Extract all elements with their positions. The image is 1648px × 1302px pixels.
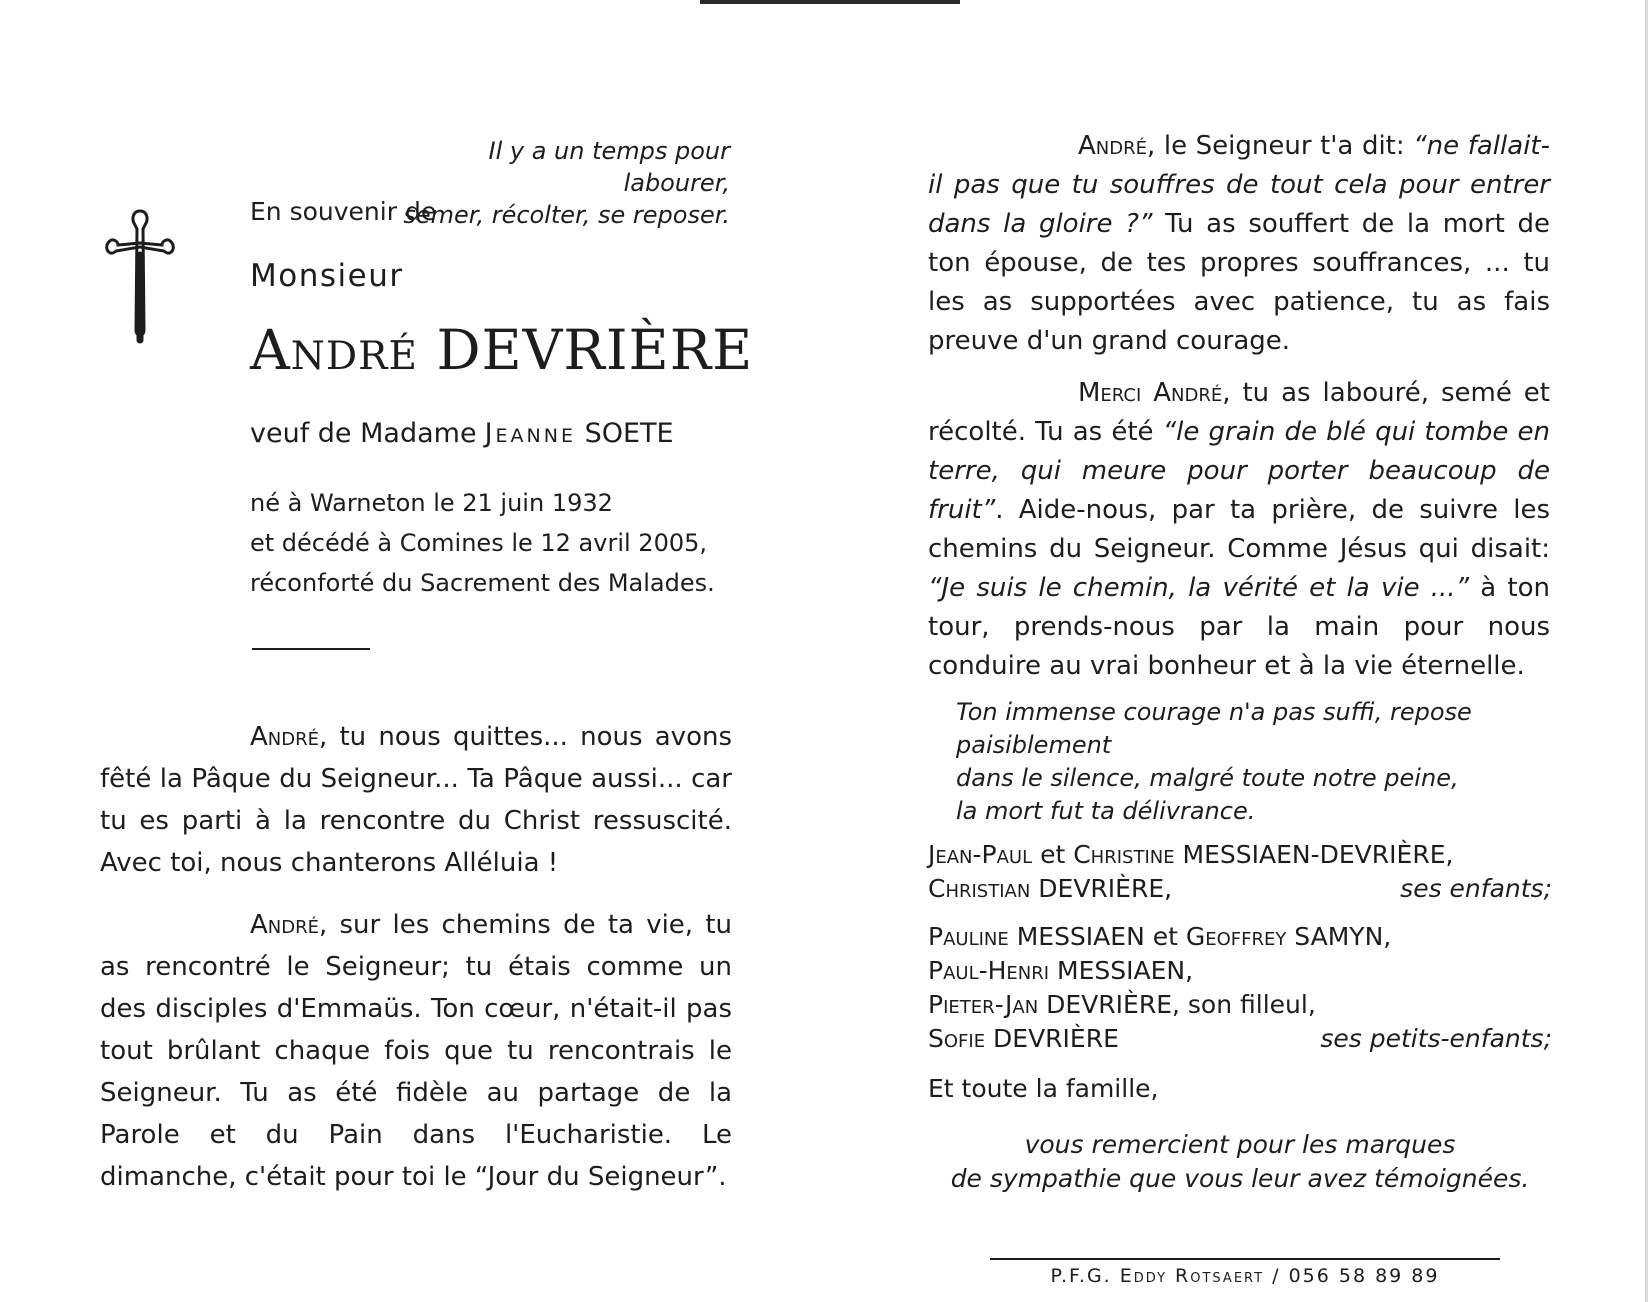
spouse-first-name: Jeanne — [484, 418, 576, 449]
footer-name: Eddy Rotsaert — [1119, 1265, 1265, 1287]
birth-line: né à Warneton le 21 juin 1932 — [250, 489, 613, 517]
thanks-text — [928, 1128, 1552, 1196]
deceased-name — [250, 318, 753, 382]
family-member — [928, 920, 1391, 954]
family-row — [928, 988, 1552, 1022]
paragraph-text: , tu nous quittes... nous avons fêté la Pâque du Seigneur... Ta Pâque aussi... car tu es parti à la rencontre du Christ ressuscité. Avec toi, nous chanterons Alléluia ! — [100, 722, 732, 878]
member-mid: MESSIAEN et — [1008, 922, 1186, 951]
epigraph-line: Il y a un temps pour labourer, — [488, 137, 730, 197]
paragraph-text: Tu as souffert de la mort de ton épouse, de tes propres souffrances, ... tu les as supportées avec patience, tu as fais preuve d'un grand courage. — [928, 209, 1550, 356]
footer-separator: / — [1264, 1265, 1289, 1287]
epigraph-line: semer, récolter, se reposer. — [403, 201, 730, 229]
death-line: et décédé à Comines le 12 avril 2005, — [250, 529, 708, 557]
member-first: Geoffrey — [1185, 922, 1287, 951]
family-member — [928, 838, 1453, 872]
family-member — [928, 872, 1172, 906]
paragraph-lead: Merci André — [1078, 378, 1223, 408]
scripture-quote: “ne fallait-il pas que tu souffres de tout cela pour entrer dans la gloire ?” — [928, 131, 1550, 239]
family-row — [928, 838, 1552, 872]
paragraph-text: , le Seigneur t'a dit: — [1147, 131, 1414, 161]
member-last: MESSIAEN-DEVRIÈRE, — [1174, 840, 1454, 869]
fold-shadow — [700, 0, 960, 4]
member-first: Pieter-Jan — [928, 990, 1039, 1019]
family-role: ses petits-enfants; — [1320, 1024, 1552, 1053]
memorial-quote — [956, 696, 1556, 828]
member-last: DEVRIÈRE, — [1030, 874, 1173, 903]
family-member — [928, 988, 1316, 1022]
paragraph-lead: André — [250, 910, 319, 940]
quote-line: la mort fut ta délivrance. — [956, 797, 1256, 825]
dates-block — [250, 483, 715, 603]
funeral-home-footer — [990, 1265, 1500, 1287]
children-list — [928, 838, 1552, 906]
member-first: Jean-Paul — [928, 840, 1033, 869]
family-role: ses enfants; — [1400, 874, 1552, 903]
paragraph-text: , sur les chemins de ta vie, tu as rencontré le Seigneur; tu étais comme un des disciples d'Emmaüs. Ton cœur, n'était-il pas tout brûlant chaque fois que tu rencontrais le Seigneur. Tu as été fidèle au partage de la Parole et du Pain dans l'Eucharistie. Le dimanche, c'était pour toi le “Jour du Seigneur”. — [100, 910, 732, 1192]
grandchildren-list — [928, 920, 1552, 1056]
sacrament-line: réconforté du Sacrement des Malades. — [250, 569, 715, 597]
thanks-line: vous remercient pour les marques — [1024, 1130, 1456, 1159]
thanks-line: de sympathie que vous leur avez témoignées. — [950, 1164, 1530, 1193]
left-paragraph-2 — [100, 904, 732, 1198]
quote-line: dans le silence, malgré toute notre peine, — [956, 764, 1459, 792]
footer-prefix: P.F.G. — [1050, 1265, 1112, 1287]
family-row — [928, 954, 1552, 988]
member-mid: et — [1032, 840, 1074, 869]
member-last: MESSIAEN, — [1049, 956, 1194, 985]
divider — [252, 648, 370, 650]
member-first: Pauline — [928, 922, 1009, 951]
footer-rule — [990, 1258, 1500, 1260]
veuf-prefix: veuf de Madame — [250, 418, 477, 449]
member-first: Christian — [928, 874, 1031, 903]
widower-line — [250, 418, 674, 449]
title-monsieur: Monsieur — [250, 258, 404, 294]
paragraph-text: , tu as labouré, semé et récolté. Tu as été — [928, 378, 1550, 447]
member-first: Sofie — [928, 1024, 986, 1053]
last-name: DEVRIÈRE — [436, 318, 754, 382]
right-paragraph-2 — [928, 374, 1550, 686]
spouse-last-name: SOETE — [584, 418, 674, 449]
scripture-quote: “Je suis le chemin, la vérité et la vie ...” — [928, 573, 1470, 603]
scripture-quote: “le grain de blé qui tombe en terre, qui meure pour porter beaucoup de fruit” — [928, 417, 1550, 525]
member-first: Paul-Henri — [928, 956, 1050, 985]
paragraph-lead: André — [1078, 131, 1147, 161]
family-member — [928, 1022, 1119, 1056]
souvenir-label: En souvenir de — [250, 197, 437, 226]
family-closing: Et toute la famille, — [928, 1074, 1159, 1103]
member-last: SAMYN, — [1286, 922, 1392, 951]
paragraph-text: . Aide-nous, par ta prière, de suivre les chemins du Seigneur. Comme Jésus qui disait: — [928, 495, 1550, 564]
family-row — [928, 872, 1552, 906]
footer-phone: 056 58 89 89 — [1288, 1265, 1440, 1287]
left-paragraph-1 — [100, 716, 732, 884]
family-row — [928, 920, 1552, 954]
member-first: Christine — [1073, 840, 1175, 869]
member-last: DEVRIÈRE — [985, 1024, 1119, 1053]
member-last: DEVRIÈRE, son filleul, — [1038, 990, 1316, 1019]
right-paragraph-1 — [928, 127, 1550, 361]
first-name: André — [250, 318, 418, 382]
family-member — [928, 954, 1193, 988]
family-row — [928, 1022, 1552, 1056]
quote-line: Ton immense courage n'a pas suffi, repose paisiblement — [956, 698, 1472, 759]
cross-icon — [100, 205, 180, 345]
paragraph-lead: André — [250, 722, 319, 752]
paragraph-text: à ton tour, prends-nous par la main pour nous conduire au vrai bonheur et à la vie éternelle. — [928, 573, 1550, 681]
